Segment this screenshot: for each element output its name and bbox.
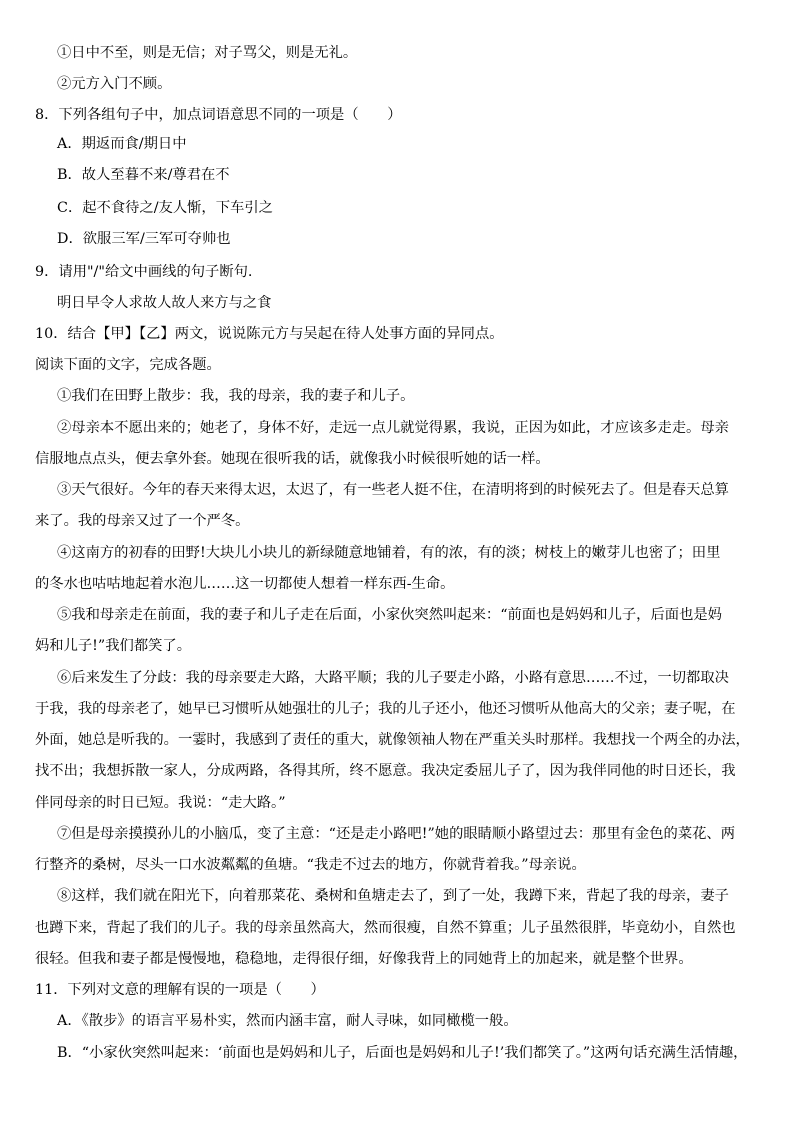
question-10: 10．结合【甲】【乙】两文，说说陈元方与吴起在待人处事方面的异同点。 — [35, 326, 504, 342]
option-b: B．故人至暮不来/尊君在不 — [57, 167, 230, 183]
paragraph-6-cont: 伴同母亲的时日已短。我说：“走大路。” — [35, 795, 286, 811]
paragraph-8-cont: 也蹲下来，背起了我们的儿子。我的母亲虽然高大，然而很瘦，自然不算重；儿子虽然很胖，毕竟幼小，自然也 — [35, 920, 736, 936]
option-d: D．欲服三军/三军可夺帅也 — [57, 231, 231, 247]
paragraph-5: ⑤我和母亲走在前面，我的妻子和儿子走在后面，小家伙突然叫起来：“前面也是妈妈和儿子，后面也是妈 — [57, 607, 722, 623]
paragraph-5-cont: 妈和儿子!”我们都笑了。 — [35, 638, 192, 654]
option-b: B．“小家伙突然叫起来：‘前面也是妈妈和儿子，后面也是妈妈和儿子!’我们都笑了。”这两句话充满生活情趣， — [57, 1045, 748, 1061]
paragraph-3-cont: 来了。我的母亲又过了一个严冬。 — [35, 513, 250, 529]
paragraph-3: ③天气很好。今年的春天来得太迟，太迟了，有一些老人挺不住，在清明将到的时候死去了。但是春天总算 — [57, 482, 729, 498]
text-line: 明日早令人求故人故人来方与之食 — [57, 295, 272, 311]
paragraph-1: ①我们在田野上散步：我，我的母亲，我的妻子和儿子。 — [57, 388, 415, 404]
reading-instruction: 阅读下面的文字，完成各题。 — [35, 357, 221, 373]
paragraph-2-cont: 信服地点点头，便去拿外套。她现在很听我的话，就像我小时候很听她的话一样。 — [35, 451, 550, 467]
text-line: ②元方入门不顾。 — [57, 76, 172, 92]
paragraph-4: ④这南方的初春的田野!大块儿小块儿的新绿随意地铺着，有的浓，有的淡；树枝上的嫩芽儿也密了；田里 — [57, 545, 721, 561]
question-11: 11．下列对文意的理解有误的一项是（ ） — [35, 982, 325, 998]
option-a: A．期返而食/期日中 — [57, 136, 187, 152]
option-c: C．起不食待之/友人惭，下车引之 — [57, 200, 273, 216]
paragraph-2: ②母亲本不愿出来的；她老了，身体不好，走远一点儿就觉得累，我说，正因为如此，才应该多走走。母亲 — [57, 420, 729, 436]
paragraph-6-cont: 找不出；我想拆散一家人，分成两路，各得其所，终不愿意。我决定委屈儿子了，因为我伴同他的时日还长，我 — [35, 763, 736, 779]
option-a: A．《散步》的语言平易朴实，然而内涵丰富，耐人寻味，如同橄榄一般。 — [57, 1013, 518, 1029]
paragraph-8-cont: 很轻。但我和妻子都是慢慢地，稳稳地，走得很仔细，好像我背上的同她背上的加起来，就是整个世界。 — [35, 951, 693, 967]
paragraph-7-cont: 行整齐的桑树，尽头一口水波粼粼的鱼塘。“我走不过去的地方，你就背着我。”母亲说。 — [35, 857, 586, 873]
paragraph-4-cont: 的冬水也咕咕地起着水泡儿……这一切都使人想着一样东西-生命。 — [35, 576, 455, 592]
question-9: 9．请用"/"给文中画线的句子断句. — [35, 264, 253, 280]
paragraph-6-cont: 外面，她总是听我的。一霎时，我感到了责任的重大，就像领袖人物在严重关头时那样。我想找一个两全的办法， — [35, 732, 750, 748]
paragraph-6-cont: 于我，我的母亲老了，她早已习惯听从她强壮的儿子；我的儿子还小，他还习惯听从他高大的父亲；妻子呢，在 — [35, 701, 736, 717]
paragraph-6: ⑥后来发生了分歧：我的母亲要走大路，大路平顺；我的儿子要走小路，小路有意思……不过，一切都取决 — [57, 670, 729, 686]
paragraph-7: ⑦但是母亲摸摸孙儿的小脑瓜，变了主意：“还是走小路吧!”她的眼睛顺小路望过去：那里有金色的菜花、两 — [57, 826, 736, 842]
question-8: 8．下列各组句子中，加点词语意思不同的一项是（ ） — [35, 107, 402, 123]
text-line: ①日中不至，则是无信；对子骂父，则是无礼。 — [57, 45, 358, 61]
paragraph-8: ⑧这样，我们就在阳光下，向着那菜花、桑树和鱼塘走去了，到了一处，我蹲下来，背起了我的母亲，妻子 — [57, 888, 729, 904]
